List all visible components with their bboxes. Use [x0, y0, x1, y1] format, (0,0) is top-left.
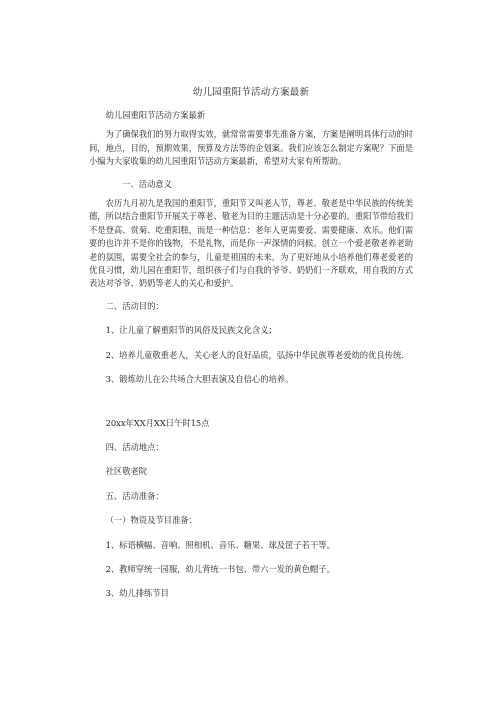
prep-item-1: 1、标语横幅、音响、照相机、音乐、糖果、球及筐子若干等。	[105, 539, 335, 550]
page-title: 幼儿园重阳节活动方案最新	[192, 87, 310, 98]
section1-heading: 一、活动意义	[122, 178, 172, 189]
prep-item-3: 3、幼儿排练节目	[105, 588, 169, 599]
activity-time: 20xx年XX月XX日午时15点	[105, 417, 210, 428]
prep-heading: （一）物资及节目准备：	[105, 515, 197, 526]
section4-heading: 四、活动地点：	[105, 441, 164, 452]
goal-item-1: 1、让儿童了解重阳节的风俗及民族文化含义；	[105, 325, 277, 336]
goal-item-2: 2、培养儿童敬重老人，关心老人的良好品质，弘扬中华民族尊老爱幼的优良传统.	[105, 349, 404, 360]
intro-paragraph: 为了确保我们的努力取得实效，就常常需要事先准备方案，方案是阐明具体行动的时间，地点，目的，预期效果，预算及方法等的企划案。我们应该怎么制定方案呢？下面是小编为大家收集的幼儿园重阳节活动方案最新，希望对大家有所帮助。	[89, 129, 413, 167]
section5-heading: 五、活动准备：	[105, 490, 164, 501]
document-body	[89, 86, 413, 601]
activity-location: 社区敬老院	[105, 466, 148, 477]
goal-item-3: 3、锻炼幼儿在公共场合大胆表演及自信心的培养。	[105, 374, 294, 385]
prep-item-2: 2、教师穿统一园服，幼儿背统一书包、带六一发的黄色帽子。	[105, 563, 335, 574]
section1-body: 农历九月初九是我国的重阳节，重阳节又叫老人节，尊老、敬老是中华民族的传统美德，所以结合重阳节开展关于尊老、敬老为目的主题活动是十分必要的。重阳节带给我们不是登高、赏菊、吃重阳糕，而是一种信息：老年人更需要爱、需要健康、欢乐。他们需要的也许并不是你的钱物，不是礼物，而是你一声深情的问候。创立一个爱老敬老养老助老的氛围，需要全社会的参与，儿童是祖国的未来，为了更好地从小培养他们尊老爱老的优良习惯，幼儿园在重阳节，组织孩子们与自我的爷爷、奶奶们一齐联欢，用自我的方式表达对爷爷、奶奶等老人的关心和爱护。	[89, 198, 413, 289]
section2-heading: 二、活动目的：	[105, 300, 164, 311]
subtitle: 幼儿园重阳节活动方案最新	[105, 110, 206, 120]
